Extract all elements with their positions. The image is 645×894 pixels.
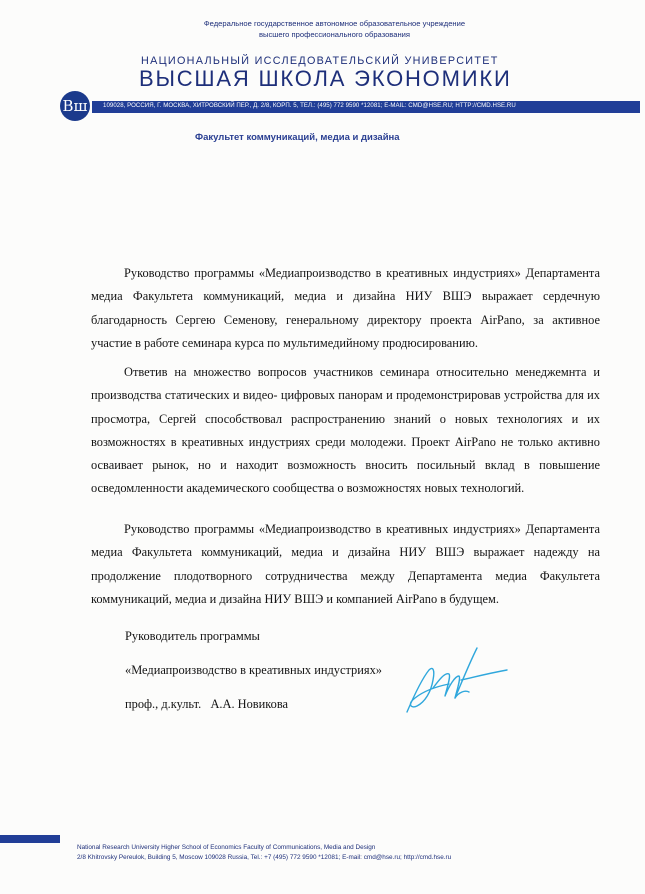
handwritten-signature (395, 640, 520, 720)
paragraph-2: Ответив на множество вопросов участников семинара относительно менеджемнта и производства статических и видео- цифровых панорам и продемонстрировав устройства для их просмотра, Сергей способствовал распространению знаний о новых технологиях и их возможностях в креативных индустриях среди молодежи. Проект AirPano не только активно осваивает рынок, но и находит возможность вносить посильный вклад в повышение осведомленности академического сообщества о возможностях новых технологий. (91, 365, 600, 496)
program-name: «Медиапроизводство в креативных индустриях» (125, 663, 382, 677)
address-bar (92, 101, 640, 113)
address-text: 109028, РОССИЯ, Г. МОСКВА, ХИТРОВСКИЙ ПЕР., Д. 2/8, КОРП. 5, ТЕЛ.: (495) 772 9590 *12081; E-MAIL: CMD@HSE.RU; HTTP://CMD.HSE.RU (103, 102, 516, 109)
signer-name: проф., д.культ. А.А. Новикова (125, 697, 289, 711)
signer-title: Руководитель программы (125, 629, 260, 643)
paragraph-3: Руководство программы «Медиапроизводство в креативных индустриях» Департамента медиа Факультета коммуникаций, медиа и дизайна НИУ ВШЭ выражает надежду на продолжение плодотворного сотрудничества между Департамента медиа Факультета коммуникаций, медиа и дизайна НИУ ВШЭ и компанией AirPano в будущем. (91, 522, 600, 606)
university-name-line1: НАЦИОНАЛЬНЫЙ ИССЛЕДОВАТЕЛЬСКИЙ УНИВЕРСИТЕТ (141, 55, 499, 67)
footer-bar (0, 835, 60, 843)
footer-line1: National Research University Higher School of Economics Faculty of Communications, Media and Design (77, 844, 376, 851)
institution-type-line2: высшего профессионального образования (258, 30, 411, 39)
paragraph-1: Руководство программы «Медиапроизводство в креативных индустриях» Департамента медиа Факультета коммуникаций, медиа и дизайна НИУ ВШЭ выражает сердечную благодарность Сергею Семенову, генеральному директору проекта AirPano, за активное участие в работе семинара курса по мультимедийному продюсированию. (91, 266, 600, 350)
institution-type-line1: Федеральное государственное автономное образовательное учреждение (203, 19, 466, 28)
faculty-name: Факультет коммуникаций, медиа и дизайна (195, 132, 400, 143)
footer-line2: 2/8 Khitrovsky Pereulok, Building 5, Moscow 109028 Russia, Tel.: +7 (495) 772 9590 *12081; E-mail: cmd@hse.ru; http://cmd.hse.ru (77, 854, 452, 861)
university-name-line2: ВЫСШАЯ ШКОЛА ЭКОНОМИКИ (139, 66, 512, 91)
hse-logo: Вш (60, 91, 90, 121)
